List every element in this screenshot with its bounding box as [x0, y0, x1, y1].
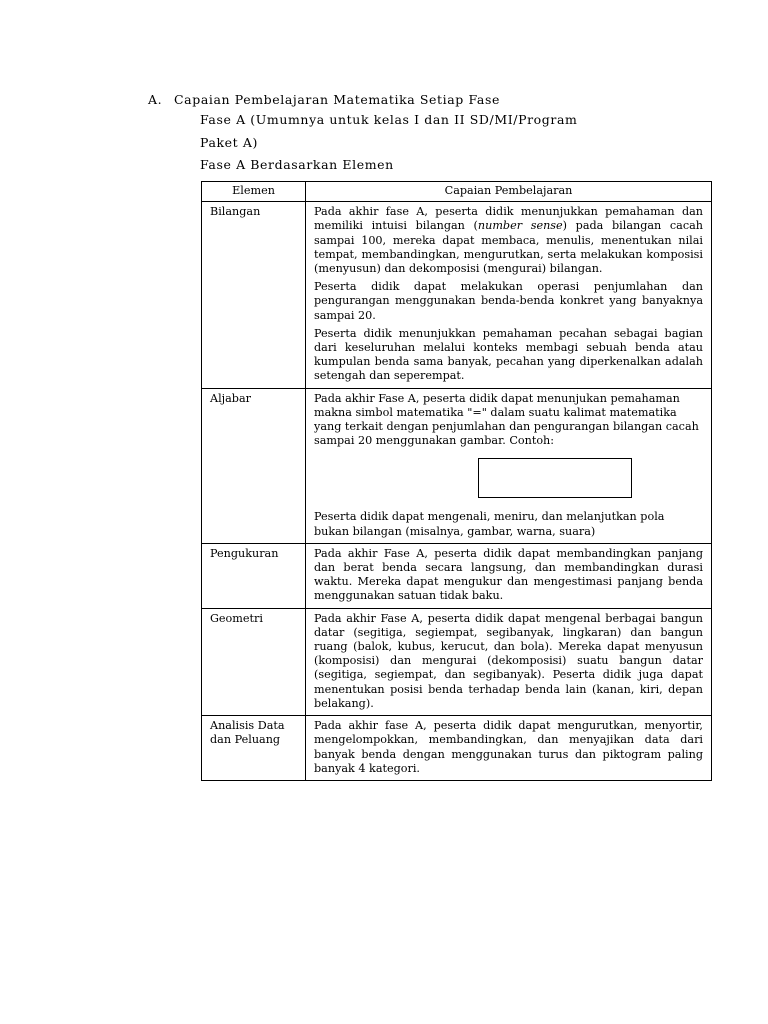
paragraph: Pada akhir Fase A, peserta didik dapat mengenal berbagai bangun datar (segitiga, segiempat, segibanyak, lingkaran) dan bangun ruang (balok, kubus, kerucut, dan bola). Mereka dapat menyusun (komposisi) dan mengurai (dekomposisi) suatu bangun datar (segitiga, segiempat, dan segibanyak). Peserta didik juga dapat menentukan posisi benda terhadap benda lain (kanan, kiri, depan belakang).	[314, 611, 703, 710]
example-image-frame	[478, 458, 632, 498]
table-row-bilangan	[202, 202, 712, 388]
element-cell: Aljabar	[202, 388, 306, 543]
table-header-row	[202, 182, 712, 202]
paragraph: Pada akhir fase A, peserta didik dapat mengurutkan, menyortir, mengelompokkan, membandingkan, dan menyajikan data dari banyak benda dengan menggunakan turus dan piktogram paling banyak 4 kategori.	[314, 719, 703, 775]
section-number: A.	[148, 92, 163, 107]
paragraph: Peserta didik dapat mengenali, meniru, dan melanjutkan pola bukan bilangan (misalnya, gambar, warna, suara)	[314, 510, 665, 538]
header-capaian: Capaian Pembelajaran	[306, 182, 712, 202]
element-cell: Geometri	[202, 608, 306, 715]
capaian-cell	[306, 608, 712, 715]
paragraph	[314, 205, 703, 276]
paragraph: Peserta didik menunjukkan pemahaman pecahan sebagai bagian dari keseluruhan melalui konteks membagi sebuah benda atau kumpulan benda sama banyak, pecahan yang diperkenalkan adalah setengah dan seperempat.	[314, 326, 703, 383]
capaian-table	[201, 181, 712, 781]
table-caption: Fase A Berdasarkan Elemen	[200, 157, 394, 172]
section-heading	[148, 92, 500, 107]
table-row-geometri	[202, 608, 712, 715]
paragraph: Peserta didik dapat melakukan operasi penjumlahan dan pengurangan menggunakan benda-benda konkret yang banyaknya sampai 20.	[314, 280, 703, 322]
capaian-cell	[306, 543, 712, 608]
paragraph: Pada akhir Fase A, peserta didik dapat membandingkan panjang dan berat benda secara langsung, dan membandingkan durasi waktu. Mereka dapat mengukur dan mengestimasi panjang benda menggunakan satuan tidak baku.	[314, 546, 703, 603]
table-row-aljabar	[202, 388, 712, 543]
element-cell: Pengukuran	[202, 543, 306, 608]
paragraph-text: Pada akhir fase A, peserta didik menunjukkan pemahaman dan memiliki intuisi bilangan (	[314, 205, 703, 233]
emphasis-text: number sense	[477, 219, 563, 233]
header-elemen: Elemen	[202, 182, 306, 202]
capaian-cell	[306, 202, 712, 388]
element-cell: Analisis Data dan Peluang	[202, 716, 306, 781]
paragraph-text: ) pada bilangan cacah sampai 100, mereka dapat membaca, menulis, menentukan nilai tempat, membandingkan, mengurutkan, serta melakukan komposisi (menyusun) dan dekomposisi (mengurai) bilangan.	[314, 219, 703, 276]
table-row-pengukuran	[202, 543, 712, 608]
fase-heading-line2: Paket A)	[200, 135, 258, 150]
paragraph: Pada akhir Fase A, peserta didik dapat menunjukan pemahaman makna simbol matematika "=" dalam suatu kalimat matematika yang terkait dengan penjumlahan dan pengurangan bilangan cacah sampai 20 menggunakan gambar. Contoh:	[314, 391, 699, 448]
capaian-cell	[306, 716, 712, 781]
element-cell: Bilangan	[202, 202, 306, 388]
capaian-cell	[306, 388, 712, 543]
fase-heading-line1: Fase A (Umumnya untuk kelas I dan II SD/MI/Program	[200, 112, 578, 127]
table-row-analisis	[202, 716, 712, 781]
section-title: Capaian Pembelajaran Matematika Setiap Fase	[174, 92, 500, 107]
